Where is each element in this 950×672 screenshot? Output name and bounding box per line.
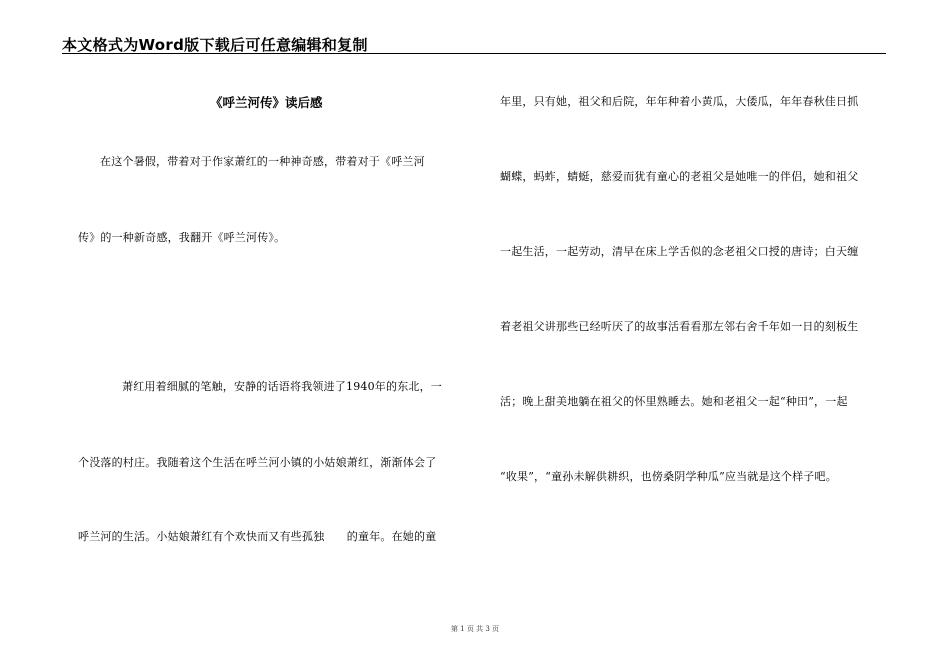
paragraph-line: 传》的一种新奇感，我翻开《呼兰河传》。 <box>78 231 286 244</box>
page-number: 第 1 页 共 3 页 <box>450 625 500 633</box>
paragraph-line: 活；晚上甜美地躺在祖父的怀里熟睡去。她和老祖父一起“种田”，一起 <box>500 395 848 408</box>
paragraph-line: 呼兰河的生活。小姑娘萧红有个欢快而又有些孤独 的童年。在她的童 <box>78 530 437 543</box>
paragraph-line: 着老祖父讲那些已经听厌了的故事活看看那左邻右舍千年如一日的刻板生 <box>500 320 859 333</box>
header-divider <box>62 53 886 54</box>
paragraph-line: 一起生活，一起劳动，清早在床上学舌似的念老祖父口授的唐诗；白天缠 <box>500 245 859 258</box>
paragraph-line: 个没落的村庄。我随着这个生活在呼兰河小镇的小姑娘萧红，渐渐体会了 <box>78 456 437 469</box>
paragraph-line: 年里，只有她，祖父和后院，年年种着小黄瓜，大倭瓜，年年春秋佳日抓 <box>500 95 859 108</box>
paragraph-line: 蝴蝶，蚂蚱，蜻蜓，慈爱而犹有童心的老祖父是她唯一的伴侣，她和祖父 <box>500 170 859 183</box>
paragraph-line: 在这个暑假，带着对于作家萧红的一种神奇感，带着对于《呼兰河 <box>100 155 425 168</box>
document-title: 《呼兰河传》读后感 <box>210 95 323 110</box>
paragraph-line: “收果”，“童孙未解供耕织，也傍桑阴学种瓜”应当就是这个样子吧。 <box>500 470 837 483</box>
document-header: 本文格式为Word版下载后可任意编辑和复制 <box>62 36 368 54</box>
paragraph-line: 萧红用着细腻的笔触，安静的话语将我领进了1940年的东北，一 <box>122 380 442 393</box>
